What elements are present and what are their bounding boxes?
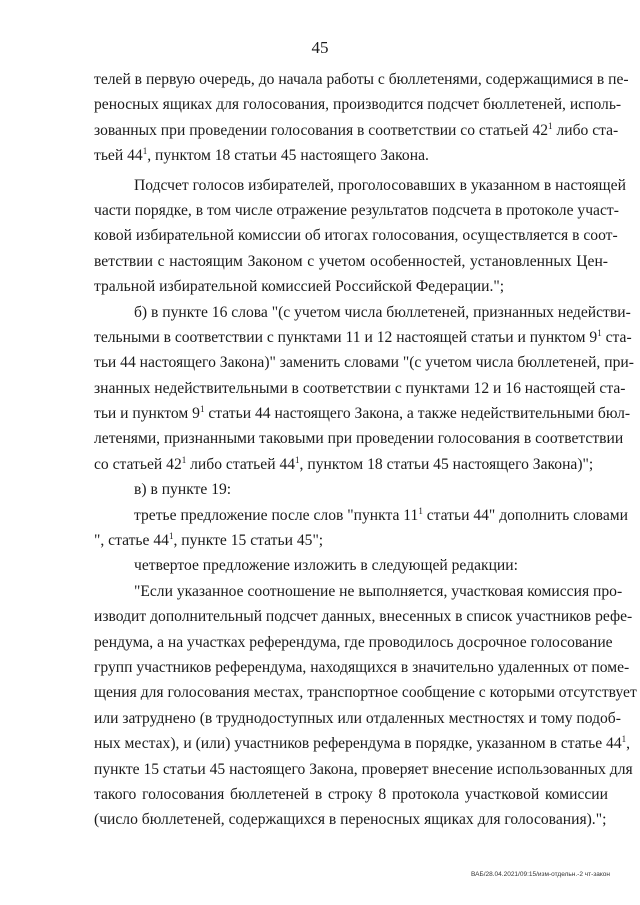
text-line — [94, 706, 621, 731]
text-line — [94, 274, 608, 299]
text-segment: пункте 15 статьи 45 настоящего Закона, проверяет внесение использованных для — [94, 760, 633, 778]
text-segment: либо ста- — [552, 121, 619, 139]
text-segment: , пунктом 18 статьи 45 настоящего Закона)"; — [299, 455, 594, 473]
text-segment: ковой избирательной комиссии об итогах голосования, осуществляется в соот- — [94, 227, 618, 245]
text-segment: тральной избирательной комиссией Российской Федерации."; — [94, 278, 505, 296]
text-segment: летенями, признанными таковыми при проведении голосования в соответствии — [94, 430, 624, 448]
text-segment: щения для голосования местах, транспортное сообщение с которыми отсутствует — [94, 684, 637, 702]
superscript-index: 1 — [199, 404, 205, 415]
text-line — [94, 350, 634, 375]
text-segment: рендума, а на участках референдума, где проводилось досрочное голосование — [94, 633, 613, 651]
text-line — [94, 376, 626, 401]
text-line — [94, 477, 608, 502]
text-line — [94, 452, 608, 477]
text-segment: статьи 44" дополнить словами — [422, 506, 628, 524]
text-line — [94, 528, 608, 553]
text-line — [94, 782, 608, 807]
text-segment: четвертое предложение изложить в следующей редакции: — [134, 557, 518, 575]
text-segment: такого голосования бюллетеней в строку 8 протокола участковой комиссии — [94, 785, 608, 803]
text-segment: , пунктом 18 статьи 45 настоящего Закона. — [147, 147, 429, 165]
text-segment: групп участников референдума, находящихся в значительно удаленных от поме- — [94, 658, 630, 676]
superscript-index: 1 — [181, 454, 187, 465]
document-body — [94, 67, 637, 833]
text-segment: части порядке, в том числе отражение результатов подсчета в протоколе участ- — [94, 201, 619, 219]
text-segment: тьи и пунктом 9 — [94, 405, 200, 423]
text-line — [94, 680, 637, 705]
superscript-index: 1 — [295, 454, 300, 465]
text-segment: знанных недействительными в соответствии с пунктами 12 и 16 настоящей ста- — [94, 379, 626, 397]
text-segment: (число бюллетеней, содержащихся в переносных ящиках для голосования)."; — [94, 811, 607, 829]
text-line — [94, 118, 619, 143]
text-segment: или затруднено (в труднодоступных или отдаленных местностях и тому подоб- — [94, 709, 621, 727]
superscript-index: 1 — [548, 120, 553, 131]
text-segment: , — [626, 735, 631, 753]
text-segment: изводит дополнительный подсчет данных, внесенных в список участников рефе- — [94, 608, 633, 626]
text-segment: со статьей 42 — [94, 455, 182, 473]
text-line — [94, 173, 626, 198]
text-line — [94, 604, 633, 629]
text-line — [94, 198, 619, 223]
text-segment: "Если указанное соотношение не выполняется, участковая комиссия про- — [134, 582, 623, 600]
text-segment: тьи 44 настоящего Закона)" заменить словами "(с учетом числа бюллетеней, при- — [94, 354, 634, 372]
footer-stamp: ВАБ/28.04.2021/09:15/изм-отдельн.-2 чт-закон — [470, 871, 610, 878]
page-number: 45 — [311, 38, 329, 57]
text-line — [94, 553, 608, 578]
text-segment: тьей 44 — [94, 147, 143, 165]
superscript-index: 1 — [621, 734, 627, 745]
text-segment: телей в первую очередь, до начала работы с бюллетенями, содержащимися в пе- — [94, 71, 629, 88]
text-segment: реносных ящиках для голосования, производится подсчет бюллетеней, исполь- — [94, 96, 622, 114]
text-segment: , пункте 15 статьи 45"; — [173, 532, 324, 550]
text-segment: третье предложение после слов "пункта 11 — [134, 506, 419, 524]
text-line — [94, 503, 628, 528]
text-segment: б) в пункте 16 слова "(с учетом числа бюллетеней, признанных недействи- — [134, 303, 631, 321]
text-line — [94, 426, 624, 451]
text-segment: статьи 44 настоящего Закона, а также недействительными бюл- — [204, 405, 631, 423]
text-segment: тельными в соответствии с пунктами 11 и 12 настоящей статьи и пунктом 9 — [94, 328, 598, 346]
text-line — [94, 325, 632, 350]
text-line — [94, 731, 631, 756]
text-line — [94, 807, 608, 832]
text-segment: ветствии с настоящим Законом с учетом особенностей, установленных Цен- — [94, 252, 608, 270]
text-line — [94, 655, 630, 680]
text-line — [94, 630, 613, 655]
superscript-index: 1 — [168, 531, 174, 542]
text-segment: зованных при проведении голосования в соответствии со статьей 42 — [94, 121, 549, 139]
text-line — [94, 300, 631, 325]
text-line — [94, 757, 633, 782]
text-line — [94, 249, 608, 274]
text-segment: ных местах), и (или) участников референдума в порядке, указанном в статье 44 — [94, 735, 622, 753]
text-line — [94, 579, 623, 604]
superscript-index: 1 — [418, 505, 423, 516]
text-segment: в) в пункте 19: — [134, 481, 232, 499]
text-line — [94, 401, 631, 426]
text-segment: Подсчет голосов избирателей, проголосовавших в указанном в настоящей — [134, 176, 626, 194]
text-segment: ста- — [601, 328, 632, 346]
text-line — [94, 92, 622, 117]
text-segment: ", статье 44 — [94, 532, 169, 550]
text-line — [94, 223, 618, 248]
text-line — [94, 67, 629, 92]
text-segment: либо статьей 44 — [186, 455, 296, 473]
text-line — [94, 143, 608, 168]
superscript-index: 1 — [142, 146, 148, 157]
superscript-index: 1 — [597, 327, 602, 338]
